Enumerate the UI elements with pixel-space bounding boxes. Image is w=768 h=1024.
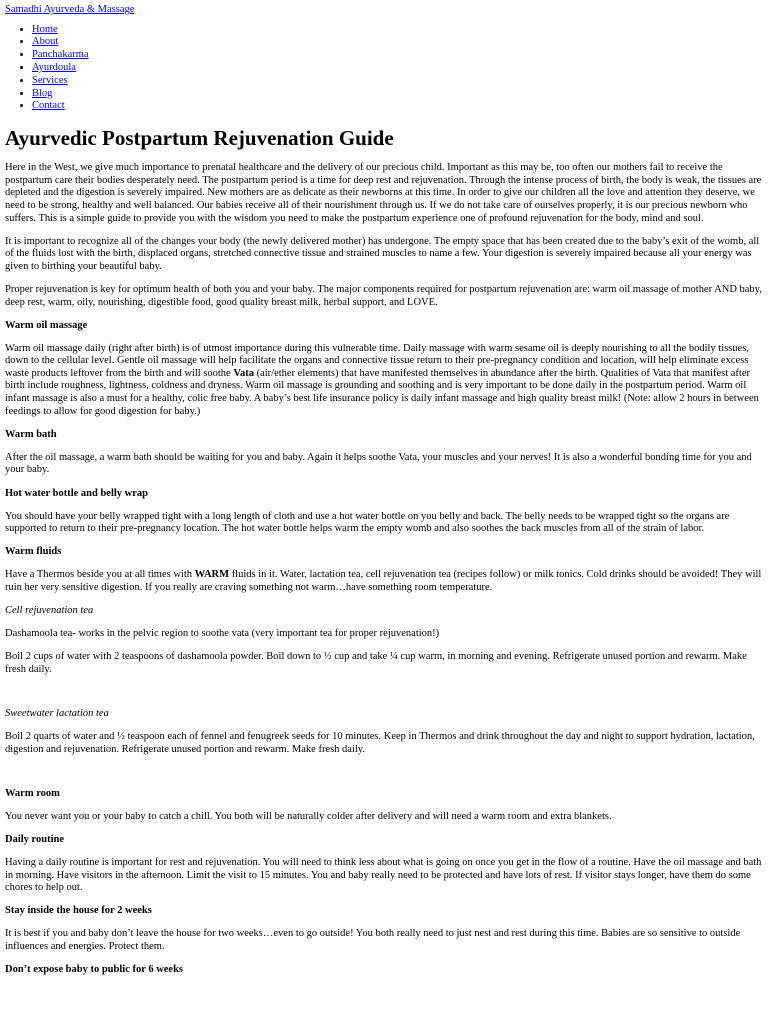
warm-oil-massage-text <box>5 343 763 419</box>
spacer <box>5 767 763 788</box>
nav-item-contact <box>32 100 763 113</box>
cell-rejuvenation-text-1: Dashamoola tea- works in the pelvic region to soothe vata (very important tea for proper rejuvenation!) <box>5 628 440 640</box>
oil-text-part-a: Warm oil massage daily (right after birth) is of utmost importance during this vulnerable time. Daily massage with warm sesame oil is deeply nourishing to all the bodily tissues, down to the cellular level. Gentle oil massage will help facilitate the organs and connective tissue return to their pre-pregnancy condition and location, will help eliminate excess waste products leftover from the birth and will soothe <box>5 342 749 379</box>
cell-rejuvenation-tea-heading: Cell rejuvenation tea <box>5 605 94 617</box>
stay-inside-heading: Stay inside the house for 2 weeks <box>5 905 152 917</box>
warm-bold: WARM <box>194 569 230 581</box>
nav-item-services <box>32 75 763 88</box>
intro-paragraph-3: Proper rejuvenation is key for optimum health of both you and your baby. The major components required for postpartum rejuvenation are: warm oil massage of mother AND baby, deep rest, warm, oily, nourishing, digestible food, good quality breast milk, herbal support, and LOVE. <box>5 283 762 308</box>
nav-item-home <box>32 24 763 37</box>
sweetwater-lactation-tea-text: Boil 2 quarts of water and ½ teaspoon each of fennel and fenugreek seeds for 10 minutes. Keep in Thermos and drink throughout the day and night to support hydration, lactation, digestion and rejuvenation. Refrigerate unused portion and rewarm. Make fresh daily. <box>5 731 755 755</box>
stay-inside-text: It is best if you and baby don’t leave the house for two weeks…even to go outside! You both really need to just nest and rest during this time. Babies are so sensitive to outside influences and energies. Protect them. <box>5 928 741 953</box>
warm-bath-heading: Warm bath <box>5 428 57 440</box>
nav-item-about <box>32 36 763 49</box>
sweetwater-lactation-tea-heading: Sweetwater lactation tea <box>5 707 109 719</box>
nav-item-ayurdoula <box>32 62 763 75</box>
warm-bath-text: After the oil massage, a warm bath should be waiting for you and baby. Again it helps soothe Vata, your muscles and your nerves! It is also a wonderful bonding time for you and your baby. <box>5 451 752 476</box>
intro-paragraph-1: Here in the West, we give much importance to prenatal healthcare and the delivery of our precious child. Important as this may be, too often our mothers fail to receive the postpartum care their bodies desperately need. The postpartum period is a time for deep rest and rejuvenation. Through the intense process of birth, the body is weak, the tissues are depleted and the digestion is severely impaired. New mothers are as delicate as their newborns at this time. In order to give our children all the love and attention they deserve, we need to be strong, healthy and well balanced. Our babies receive all of their nourishment through us. If we do not take care of ourselves properly, it is our precious newborn who suffers. This is a simple guide to provide you with the wisdom you need to make the postpartum experience one of profound rejuvenation for the body, mind and soul. <box>5 162 762 224</box>
hot-water-bottle-heading: Hot water bottle and belly wrap <box>5 487 149 499</box>
oil-text-part-b: (air/ether elements) that have manifested themselves in abundance after the birth. Qualities of Vata that manifest after birth include roughness, lightness, coldness and dryness. Warm oil massage is grounding and soothing and is very important to be done daily in the postpartum period. Warm oil infant massage is also a must for a healthy, colic free baby. A baby’s best life insurance policy is daily infant massage and high quality breast milk! (Note: allow 2 hours in between feedings to allow for good digestion for baby.) <box>5 367 759 417</box>
nav-item-panchakarma <box>32 49 763 62</box>
daily-routine-text: Having a daily routine is important for rest and rejuvenation. You will need to think less about what is going on once you get in the flow of a routine. Have the oil massage and bath in morning. Have visitors in the afternoon. Limit the visit to 15 minutes. You and baby really need to be protected and have lots of rest. If visitor stays longer, have them do some chores to help out. <box>5 857 762 894</box>
vata-bold: Vata <box>233 367 254 379</box>
nav-link-blog[interactable]: Blog <box>32 87 53 99</box>
nav-item-blog <box>32 88 763 101</box>
warm-room-text: You never want you or your baby to catch a chill. You both will be naturally colder after delivery and will need a warm room and extra blankets. <box>5 810 612 822</box>
fluids-text-part-a: Have a Thermos beside you at all times with <box>5 569 195 581</box>
main-nav <box>5 24 763 114</box>
nav-link-home[interactable]: Home <box>32 23 58 35</box>
article-title: Ayurvedic Postpartum Rejuvenation Guide <box>5 126 394 151</box>
nav-link-contact[interactable]: Contact <box>32 100 65 112</box>
intro-paragraph-2: It is important to recognize all of the changes your body (the newly delivered mother) has undergone. The empty space that has been created due to the baby’s exit of the womb, all of the fluids lost with the birth, displaced organs, stretched connective tissue and strained muscles to name a few. Your digestion is severely impaired because all your energy was given to birthing your beautiful baby. <box>5 235 760 272</box>
daily-routine-heading: Daily routine <box>5 833 65 845</box>
warm-fluids-heading: Warm fluids <box>5 546 62 558</box>
dont-expose-baby-heading: Don’t expose baby to public for 6 weeks <box>5 964 184 976</box>
nav-link-ayurdoula[interactable]: Ayurdoula <box>32 61 76 73</box>
warm-fluids-text <box>5 569 763 594</box>
hot-water-bottle-text: You should have your belly wrapped tight with a long length of cloth and use a hot water bottle on you belly and back. The belly needs to be wrapped tight so the organs are supported to return to their pre-pregnancy location. The hot water bottle helps warm the empty womb and also soothes the back muscles from all of the strain of labor. <box>5 510 730 535</box>
fluids-text-part-b: fluids in it. Water, lactation tea, cell rejuvenation tea (recipes follow) or milk tonics. Cold drinks should be avoided! They will ruin her very sensitive digestion. If you really are craving something not warm…have something room temperature. <box>5 569 762 594</box>
nav-link-panchakarma[interactable]: Panchakarma <box>32 49 89 61</box>
nav-link-services[interactable]: Services <box>32 74 68 86</box>
warm-room-heading: Warm room <box>5 787 60 799</box>
cell-rejuvenation-text-2: Boil 2 cups of water with 2 teaspoons of dashamoola powder. Boil down to ½ cup and take ¼ cup warm, in morning and evening. Refrigerate unused portion and rewarm. Make fresh daily. <box>5 651 747 675</box>
warm-oil-massage-heading: Warm oil massage <box>5 319 88 331</box>
nav-link-about[interactable]: About <box>32 36 59 48</box>
site-title-link[interactable]: Samadhi Ayurveda & Massage <box>5 4 135 15</box>
spacer <box>5 687 763 708</box>
